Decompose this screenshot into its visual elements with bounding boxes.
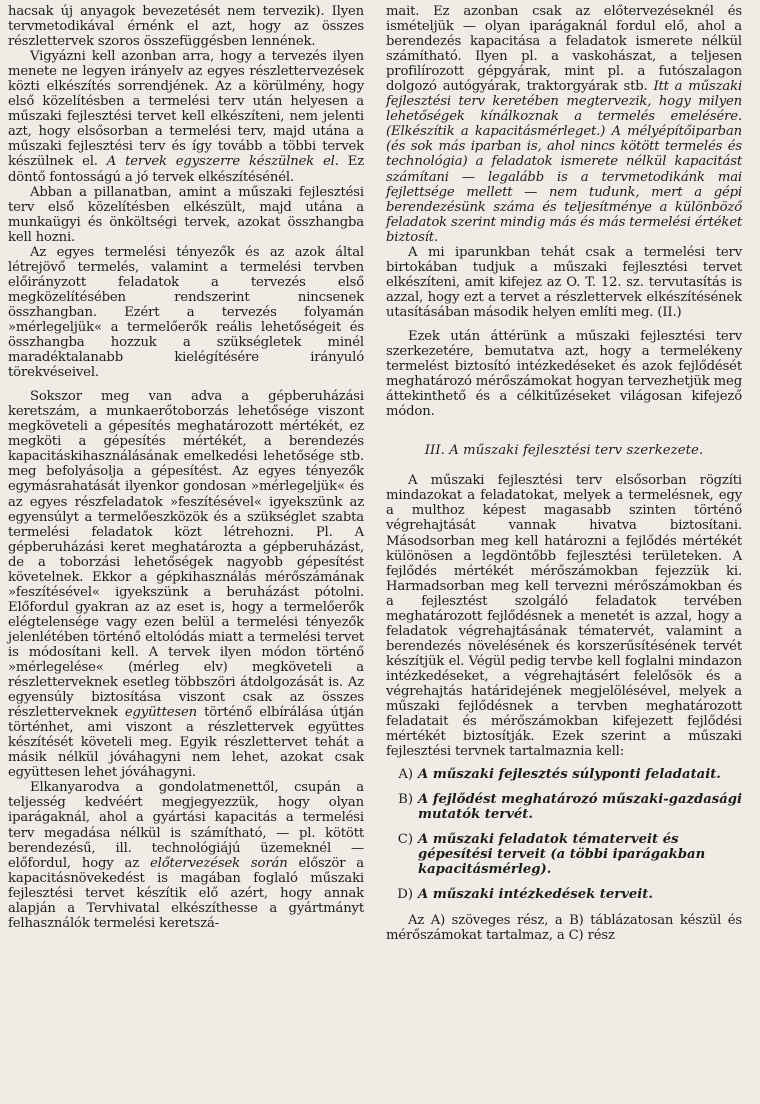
paragraph-6: Elkanyarodva a gondolatmenettől, csupán a teljesség kedvéért megjegyezzük, hogy olyan iparágaknál, ahol a gyártási kapacitás a termelési terv megadása nélkül is számítható, — pl. kötött berendezésű, ill. technológiájú üzemeknél — előfordul, hogy az előtervezések során először a kapacitásnövekedést is magában foglaló műszaki fejlesztési tervet készítik elő azért, hogy annak alapján a Tervhivatal elkészíthesse a gyártmányt felhasználók termelési keretszá-	[8, 780, 365, 931]
list-item-d	[386, 887, 742, 902]
section-heading: III. A műszaki fejlesztési terv szerkezete.	[424, 443, 704, 459]
paragraph-5: Sokszor meg van adva a gépberuházási keretszám, a munkaerőtoborzás lehetősége viszont megköveteli a gépesítés meghatározott mértékét, ez megköti a gépesítés mértékét, a berendezés kapacitáskihasználásának emelkedési lehetősége stb. meg befolyásolja a gépesítést. Az egyes tényezők egymásrahatását ilyenkor gondosan »mérlegeljük« és az egyes részfeladatok »feszítésével« igyekszünk az egyensúlyt a termelőeszközök és a szükséglet szabta termelési feladatok közt létrehozni. Pl. A gépberuházási keret meghatározta a gépberuházást, de a toborzási lehetőségek nagyobb gépesítést követelnek. Ekkor a gépkihasználás mérőszámának »feszítésével« igyekszünk a beruházást pótolni. Előfordul gyakran az az eset is, hogy a termelőerők elégtelensége vagy ezen belül a termelési tényezők jelenlétében történő eltolódás miatt a termelési tervet is módosítani kell. A tervek ilyen módon történő »mérlegelése« (mérleg elv) megköveteli a részletterveknek esetleg többszöri átdolgozását is. Az egyensúly biztosítása viszont csak az összes részletterveknek együttesen történő elbírálása útján történhet, ami viszont a részlettervek együttes készítését követeli meg. Egyik részlettervet tehát a másik nélkül jóváhagyni nem lehet, azokat csak együttesen lehet jóváhagyni.	[8, 389, 364, 781]
list-text: A fejlődést meghatározó műszaki-gazdasági mutatók tervét.	[418, 792, 742, 823]
paragraph-10: A műszaki fejlesztési terv elsősorban rögzíti mindazokat a feladatokat, melyek a termelésnek, egy a multhoz képest magasabb szinten történő végrehajtását vannak hivatva biztosítani. Másodsorban meg kell határozni a fejlődés mértékét különösen a legdöntőbb fejlesztési területeken. A fejlődés mértékét mérőszámokban fejezzük ki. Harmadsorban meg kell tervezni mérőszámokban és a fejlesztést szolgáló feladatok tervében meghatározott fejlődésnek a menetét is azzal, hogy a feladatok végrehajtásának tématervét, valamint a berendezés növelésének és korszerűsítésének tervét készítjük el. Végül pedig tervbe kell foglalni mindazon intézkedéseket, a végrehajtásért felelősök és a végrehajtás határidejének megjelölésével, melyek a műszaki fejlődésnek a tervben meghatározott feladatait és mérőszámokban kifejezett fejlődési mértékét biztosítják. Ezek szerint a műszaki fejlesztési tervnek tartalmaznia kell:	[386, 473, 742, 760]
list-item-b	[386, 792, 742, 822]
paragraph-4: Az egyes termelési tényezők és az azok által létrejövő termelés, valamint a termelési tervben előirányzott feladatok a tervezés első megközelítésében rendszerint nincsenek összhangban. Ezért a tervezés folyamán »mérlegeljük« a termelőerők reális lehetőségeit és összhangba hozzuk a szükségletek minél maradéktalanabb kielégítésére irányuló törekvéseivel.	[8, 244, 364, 381]
content-list	[386, 767, 742, 902]
right-column	[386, 4, 742, 1104]
list-label: C)	[397, 832, 413, 848]
paragraph-11: Az A) szöveges rész, a B) táblázatosan készül és mérőszámokat tartalmaz, a C) rész	[386, 912, 742, 943]
list-item-a	[386, 767, 742, 782]
left-column	[8, 4, 364, 1104]
list-label: D)	[397, 887, 413, 903]
list-label: B)	[398, 792, 413, 808]
paragraph-2: Vigyázni kell azonban arra, hogy a tervezés ilyen menete ne legyen irányelv az egyes részlettervezések közti elkészítés sorrendjének. Az a körülmény, hogy első közelítésben a termelési terv után helyesen a műszaki fejlesztési tervet kell elkészíteni, nem jelenti azt, hogy elsősorban a termelési terv, majd utána a műszaki fejlesztési terv és így tovább a többi tervek készülnek el. A tervek egyszerre készülnek el. Ez döntő fontosságú a jó tervek elkészítésénél.	[8, 49, 364, 185]
list-label: A)	[398, 767, 413, 783]
list-text: A műszaki feladatok tématerveit és gépesítési terveit (a többi iparágakban kapacitásmérleg).	[418, 832, 706, 878]
paragraph-9: Ezek után áttérünk a műszaki fejlesztési terv szerkezetére, bemutatva azt, hogy a termelékeny termelést biztosító intézkedéseket és azok fejlődését meghatározó mérőszámokat hogyan tervezhetjük meg áttekinthető és a célkitűzéseket világosan kifejező módon.	[386, 328, 742, 420]
list-item-c	[386, 832, 742, 877]
paragraph-8: A mi iparunkban tehát csak a termelési terv birtokában tudjuk a műszaki fejlesztési tervet elkészíteni, amit kifejez az O. T. 12. sz. tervutasítás is azzal, hogy ezt a tervet a részlettervek elkészítésének utasításában második helyen említi meg. (II.)	[386, 244, 742, 320]
list-text: A műszaki intézkedések terveit.	[418, 887, 653, 903]
paragraph-1: hacsak új anyagok bevezetését nem tervezik). Ilyen tervmetodikával érnénk el azt, hogy az összes részlettervek szoros összefüggésben lennének.	[8, 4, 364, 50]
paragraph-3: Abban a pillanatban, amint a műszaki fejlesztési terv első közelítésben elkészült, majd utána a munkaügyi és önköltségi tervek, azokat összhangba kell hozni.	[8, 184, 364, 245]
paragraph-7: mait. Ez azonban csak az előtervezéseknél és ismételjük — olyan iparágaknál fordul elő, ahol a berendezés kapacitása a feladatok ismerete nélkül számítható. Ilyen pl. a vaskohászat, a teljesen profilírozott gépgyárak, mint pl. a futószalagon dolgozó autógyárak, traktorgyárak stb. Itt a műszaki fejlesztési terv keretében megtervezik, hogy milyen lehetőségek kínálkoznak a termelés emelésére. (Elkészítik a kapacitásmérleget.) A mélyépítőiparban (és sok más iparban is, ahol nincs kötött termelés és technológia) a feladatok ismerete nélkül kapacitást számítani — legalább is a tervmetodikánk mai fejlettsége mellett — nem tudunk, mert a gépi berendezésünk száma és teljesítménye a különböző feladatok szerint mindig más és más termelési értéket biztosít.	[386, 4, 743, 245]
list-text: A műszaki fejlesztés súlyponti feladatait.	[418, 767, 721, 783]
